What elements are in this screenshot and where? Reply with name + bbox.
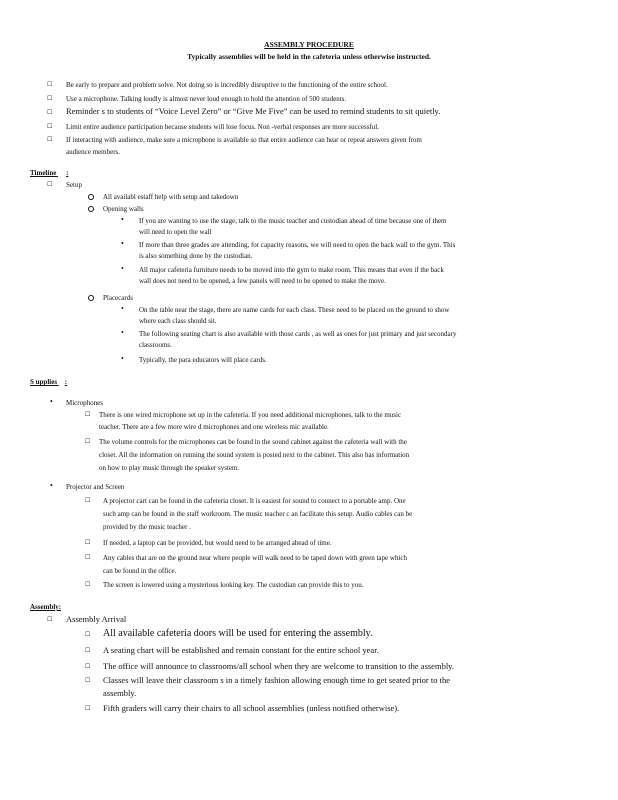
document-subtitle: Typically assemblies will be held in the cafeteria unless otherwise instructed. bbox=[187, 52, 431, 61]
intro-item: If interacting with audience, make sure a microphone is available so that entire audience can hear or repeat answers given from bbox=[66, 136, 422, 144]
walls-item: All major cafeteria furniture needs to be moved into the gym to make room. This means that even if the back bbox=[139, 266, 444, 274]
mic-item-continued: teacher. There are a few more wire d microphones and one wireless mic available. bbox=[99, 423, 329, 431]
checkbox-bullet-icon: ☐ bbox=[47, 95, 53, 102]
dot-bullet-icon: • bbox=[121, 328, 124, 337]
placecard-item: On the table near the stage, there are name cards for each class. These need to be placed on the ground to show bbox=[139, 306, 450, 314]
walls-item-continued: is also something done by the custodian. bbox=[139, 252, 253, 260]
assembly-item: A seating chart will be established and remain constant for the entire school year. bbox=[103, 645, 379, 655]
projector-item-continued: such amp can be found in the staff workroom. The music teacher c an facilitate this setup. Audio cables can be bbox=[103, 510, 413, 518]
dot-bullet-icon: • bbox=[121, 304, 124, 313]
mic-item-continued: closet. All the information on running the sound system is posted next to the cabinet. This also has information bbox=[99, 451, 410, 459]
projector-item-continued: provided by the music teacher . bbox=[103, 523, 191, 531]
assembly-item: Classes will leave their classroom s in a timely fashion allowing enough time to get seated prior to the bbox=[103, 675, 451, 685]
assembly-item: The office will announce to classrooms/all school when they are welcome to transition to the assembly. bbox=[103, 661, 455, 671]
checkbox-bullet-icon: ☐ bbox=[47, 109, 53, 116]
mic-item: The volume controls for the microphones can be found in the sound cabinet against the cafeteria wall with the bbox=[99, 438, 407, 446]
timeline-heading bbox=[30, 168, 68, 178]
circle-bullet-icon bbox=[88, 206, 94, 212]
circle-bullet-icon bbox=[88, 194, 94, 200]
checkbox-bullet-icon: ☐ bbox=[47, 181, 53, 188]
checkbox-bullet-icon: ☐ bbox=[85, 554, 91, 561]
checkbox-bullet-icon: ☐ bbox=[85, 647, 91, 654]
assembly-item-continued: assembly. bbox=[103, 688, 137, 698]
timeline-heading-text: Timeline bbox=[30, 169, 57, 177]
supplies-heading-colon: : bbox=[64, 378, 68, 386]
checkbox-bullet-icon: ☐ bbox=[85, 631, 91, 638]
timeline-heading-colon: : bbox=[66, 169, 69, 177]
checkbox-bullet-icon: ☐ bbox=[85, 677, 91, 684]
intro-item-continued: audience members. bbox=[66, 148, 121, 156]
placecard-item: The following seating chart is also available with those cards , as well as ones for just primary and just secondary bbox=[139, 330, 457, 338]
dot-bullet-icon: • bbox=[121, 239, 124, 248]
checkbox-bullet-icon: ☐ bbox=[47, 81, 53, 88]
projector-item: If needed, a laptop can be provided, but would need to be arranged ahead of time. bbox=[103, 539, 332, 547]
projector-item: Any cables that are on the ground near where people will walk need to be taped down with green tape which bbox=[103, 554, 408, 562]
checkbox-bullet-icon: ☐ bbox=[85, 438, 91, 445]
assembly-item: Fifth graders will carry their chairs to all school assemblies (unless notified otherwise). bbox=[103, 703, 400, 713]
checkbox-bullet-icon: ☐ bbox=[85, 663, 91, 670]
checkbox-bullet-icon: ☐ bbox=[85, 581, 91, 588]
dot-bullet-icon: • bbox=[50, 397, 53, 406]
walls-item: If more than three grades are attending, for capacity reasons, we will need to open the back wall to the gym. This bbox=[139, 241, 456, 249]
walls-item: If you are wanting to use the stage, talk to the music teacher and custodian ahead of time because one of them bbox=[139, 217, 447, 225]
checkbox-bullet-icon: ☐ bbox=[47, 123, 53, 130]
setup-label: Setup bbox=[66, 181, 82, 189]
mic-item: There is one wired microphone set up in the cafeteria. If you need additional microphones, talk to the music bbox=[99, 411, 402, 419]
placecard-item: Typically, the para educators will place cards. bbox=[139, 356, 267, 364]
projector-item-continued: can be found in the office. bbox=[103, 567, 177, 575]
intro-item: Use a microphone. Talking loudly is almost never loud enough to hold the attention of 500 students. bbox=[66, 95, 347, 103]
setup-item-staff: All availabl estaff help with setup and takedown bbox=[103, 193, 239, 201]
assembly-item: All available cafeteria doors will be used for entering the assembly. bbox=[103, 628, 373, 639]
supplies-microphones-label: Microphones bbox=[66, 399, 103, 407]
assembly-arrival-label: Assembly Arrival bbox=[66, 614, 127, 624]
checkbox-bullet-icon: ☐ bbox=[85, 497, 91, 504]
walls-item-continued: will need to open the wall bbox=[139, 228, 212, 236]
projector-item: The screen is lowered using a mysterious looking key. The custodian can provide this to you. bbox=[103, 581, 364, 589]
supplies-heading bbox=[30, 377, 67, 387]
assembly-heading: Assembly: bbox=[30, 603, 62, 611]
mic-item-continued: on how to play music through the speaker system. bbox=[99, 464, 240, 472]
setup-item-walls: Opening walls bbox=[103, 205, 144, 213]
dot-bullet-icon: • bbox=[121, 215, 124, 224]
projector-item: A projector cart can be found in the cafeteria closet. It is easiest for sound to connect to a portable amp. One bbox=[103, 497, 406, 505]
supplies-heading-text: S upplies bbox=[30, 378, 58, 386]
dot-bullet-icon: • bbox=[50, 481, 53, 490]
dot-bullet-icon: • bbox=[121, 264, 124, 273]
placecard-item-continued: where each class should sit. bbox=[139, 317, 217, 325]
checkbox-bullet-icon: ☐ bbox=[85, 411, 91, 418]
placecard-item-continued: classrooms. bbox=[139, 341, 172, 349]
dot-bullet-icon: • bbox=[121, 354, 124, 363]
checkbox-bullet-icon: ☐ bbox=[47, 616, 53, 623]
checkbox-bullet-icon: ☐ bbox=[85, 705, 91, 712]
document-title: ASSEMBLY PROCEDURE bbox=[264, 40, 354, 49]
checkbox-bullet-icon: ☐ bbox=[47, 136, 53, 143]
circle-bullet-icon bbox=[88, 295, 94, 301]
walls-item-continued: wall does not need to be opened, a few panels will need to be opened to make the move. bbox=[139, 277, 386, 285]
checkbox-bullet-icon: ☐ bbox=[85, 539, 91, 546]
intro-item: Reminder s to students of “Voice Level Zero” or “Give Me Five” can be used to remind students to sit quietly. bbox=[66, 106, 441, 116]
setup-item-placecards: Placecards bbox=[103, 294, 133, 302]
intro-item: Limit entire audience participation because students will lose focus. Non -verbal responses are more successful. bbox=[66, 123, 379, 131]
supplies-projector-label: Projector and Screen bbox=[66, 483, 125, 491]
intro-item: Be early to prepare and problem solve. Not doing so is incredibly disruptive to the functioning of the entire school. bbox=[66, 81, 388, 89]
